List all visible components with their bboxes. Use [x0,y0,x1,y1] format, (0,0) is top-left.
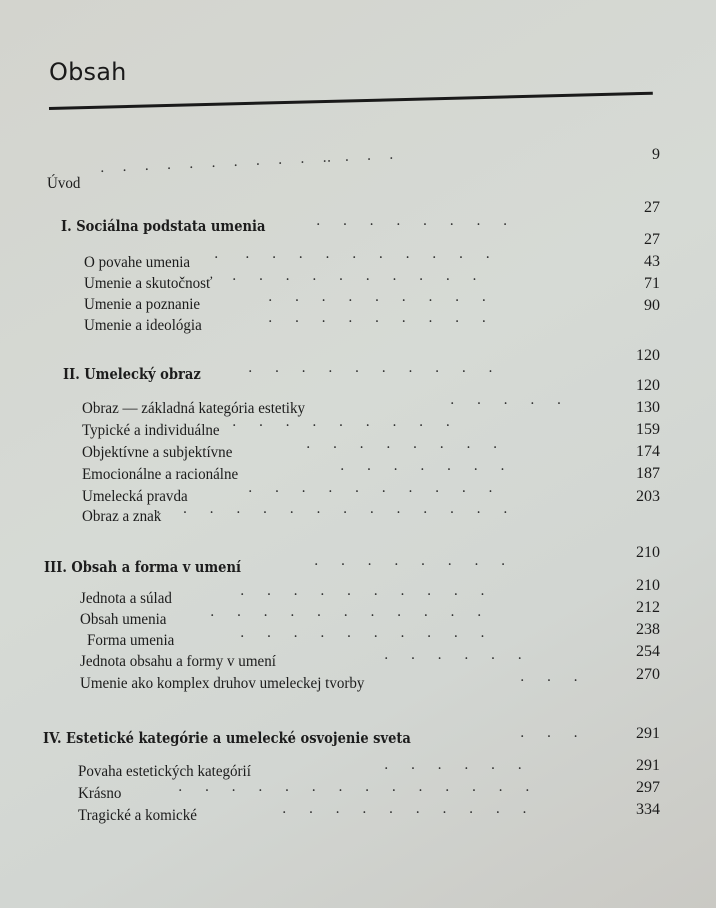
leader-dots: . . . . . . . . . [268,310,487,326]
toc-section-label: III. Obsah a forma v umení [44,559,241,576]
toc-title: Obsah [49,58,127,86]
toc-entry-page: 297 [636,779,660,796]
toc-entry-page: 159 [636,421,660,438]
toc-entry-label: Tragické a komické [78,807,197,824]
leader-dots: . . . . . . . [340,458,505,474]
toc-section-label: IV. Estetické kategórie a umelecké osvojenie sveta [43,730,411,747]
toc-entry-label: Objektívne a subjektívne [82,444,233,461]
toc-entry-label: Umenie a ideológia [84,317,202,334]
leader-dots: . . . . . . . . . . [248,480,493,496]
toc-entry-page: 238 [636,621,660,638]
toc-section-page: 210 [636,544,660,561]
toc-entry-label: Emocionálne a racionálne [82,466,239,483]
toc-entry-label: Obraz — základná kategória estetiky [82,400,306,417]
leader-dots: . . . . . . [384,647,522,663]
toc-entry-label: Typické a individuálne [82,422,220,439]
toc-section-page: 27 [644,199,660,216]
toc-entry-page: 212 [636,599,660,616]
toc-entry-page: 130 [636,399,660,416]
toc-entry-page: 254 [636,643,660,660]
leader-dots: . . . . . . . . . [232,414,451,430]
toc-entry-page: 9 [652,146,660,163]
toc-entry-label: Umelecká pravda [82,488,188,505]
toc-entry-label: Forma umenia [87,632,175,649]
toc-entry-page: 27 [644,231,660,248]
leader-dots: . . . . . . . . . . . . . . [156,501,508,517]
leader-dots: . . . . . . . . . . [240,625,485,641]
leader-dots: . . . . . . . . . . [232,268,477,284]
toc-entry-page: 90 [644,297,660,314]
toc-section-label: I. Sociálna podstata umenia [61,218,266,235]
leader-dots: . . . [520,725,578,741]
toc-entry-label: Jednota obsahu a formy v umení [80,653,276,670]
leader-dots: . . . . . [450,392,562,408]
leader-dots: . . . . . . . . . . [282,801,527,817]
leader-dots: . . . . . . [384,757,522,773]
leader-dots: . . . . . . . . . . . [214,246,490,262]
toc-entry-label: Povaha estetických kategórií [78,763,251,780]
leader-dots: . . . . . . . . . . . [210,604,482,620]
toc-entry-page: 334 [636,801,660,818]
toc-entry-page: 120 [636,377,660,394]
leader-dots: . . . . . . . . . . . . . . [178,779,530,795]
leader-dots: . . . . . . . . . . [240,583,485,599]
toc-entry-label: Obsah umenia [80,611,167,628]
toc-entry-label: Krásno [78,785,122,802]
toc-entry-label: Úvod [47,175,81,192]
toc-entry-label: Umenie a skutočnosť [84,275,213,292]
toc-entry-label: Jednota a súlad [80,590,172,607]
toc-entry-page: 270 [636,666,660,683]
toc-entry-page: 210 [636,577,660,594]
toc-entry-label: Umenie a poznanie [84,296,201,313]
leader-dots: . . . . . . . . [306,436,498,452]
toc-entry-label: Obraz a znak [82,508,162,525]
leader-dots: . . . . . . . . [314,553,506,569]
toc-section-page: 120 [636,347,660,364]
toc-entry-page: 291 [636,757,660,774]
toc-entry-label: O povahe umenia [84,254,191,271]
toc-entry-page: 203 [636,488,660,505]
title-rule-divider [49,92,653,110]
toc-entry-page: 174 [636,443,660,460]
leader-dots: . . . . . . . . . . .. . . . [99,146,394,176]
toc-entry-label: Umenie ako komplex druhov umeleckej tvorby [80,675,365,692]
toc-section-label: II. Umelecký obraz [63,366,201,383]
leader-dots: . . . . . . . . . [268,289,487,305]
toc-entry-page: 71 [644,275,660,292]
leader-dots: . . . . . . . . . . [248,360,493,376]
leader-dots: . . . [520,669,578,685]
toc-entry-page: 43 [644,253,660,270]
toc-section-page: 291 [636,725,660,742]
toc-entry-page: 187 [636,465,660,482]
leader-dots: . . . . . . . . [316,213,508,229]
